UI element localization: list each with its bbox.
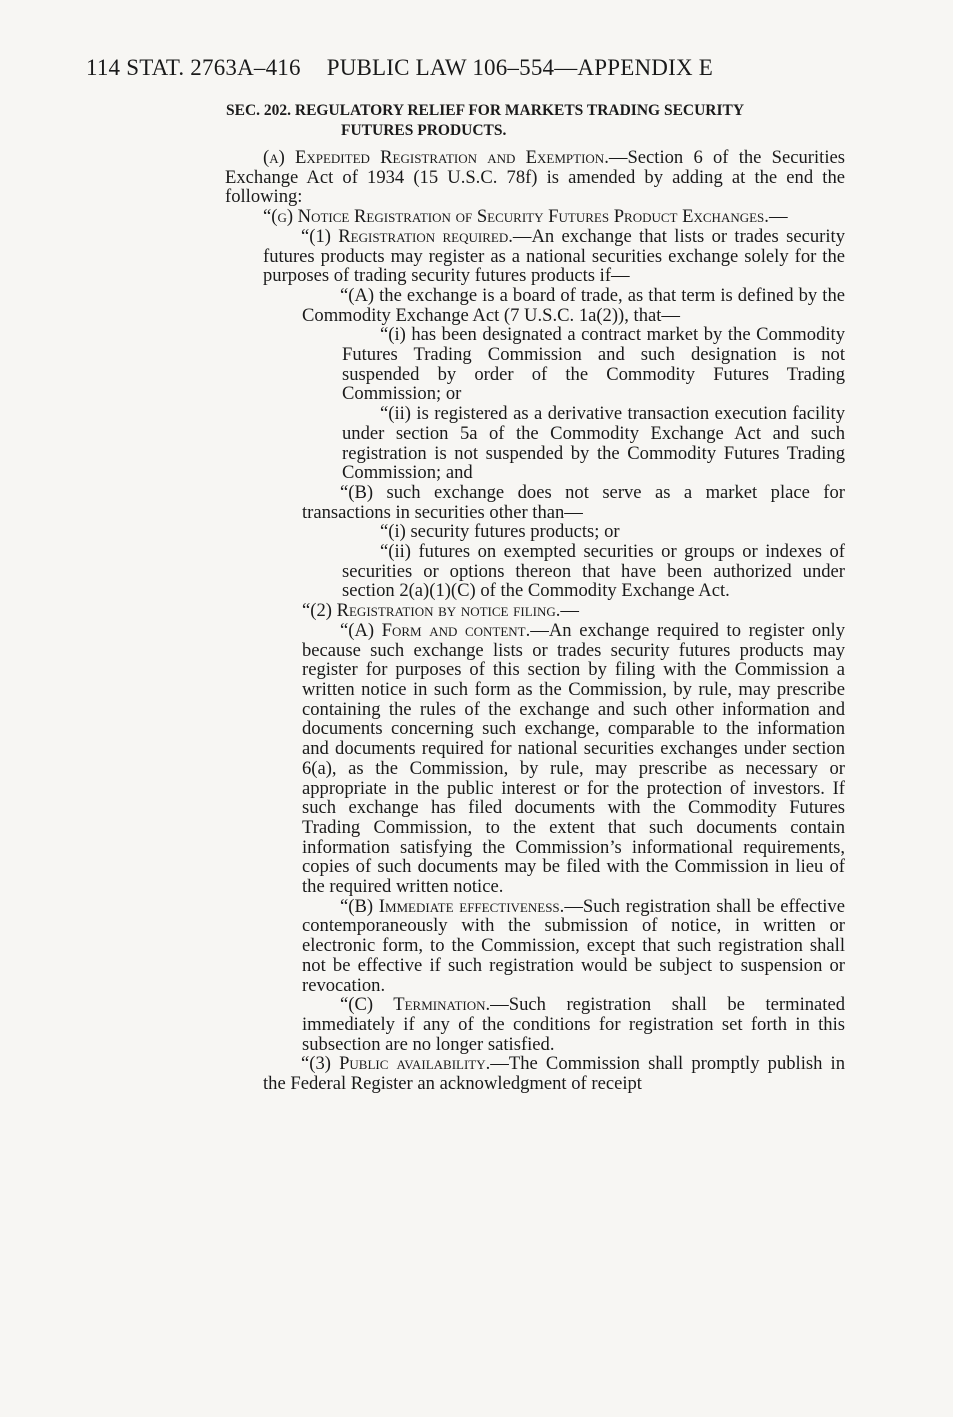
paragraph-1A [225, 286, 845, 325]
paragraph-1Aii [225, 404, 845, 483]
paragraph-2A-text: —An exchange required to register only because such exchange lists or trades security futures products may register for purposes of this section by filing with the Commission a written notice in such form as the Commission, by rule, may prescribe containing the rules of the exchange and such other information and documents concerning such exchange, comparable to the information and documents required for national securities exchanges under section 6(a), as the Commission, by rule, may prescribe as necessary or appropriate in the public interest or for the protection of investors. If such exchange has filed documents with the Commodity Futures Trading Commission, to the extent that such documents contain information satisfying the Commission’s informational requirements, copies of such documents may be filed with the Commission in lieu of the required written notice. [302, 619, 845, 898]
paragraph-2C-text: —Such registration shall be terminated immediately if any of the conditions for registration set forth in this subsection are no longer satisfied. [302, 994, 845, 1055]
paragraph-1Bi-text: “(i) security futures products; or [380, 521, 620, 543]
section-heading-line1: SEC. 202. REGULATORY RELIEF FOR MARKETS TRADING SECURITY [226, 102, 745, 119]
paragraph-2B-text: —Such registration shall be effective contemporaneously with the submission of notice, in written or electronic form, to the Commission, except that such registration shall not be effective if such registration would be subject to suspension or revocation. [302, 895, 845, 996]
paragraph-2 [225, 601, 845, 621]
stat-citation: 114 STAT. 2763A–416 [86, 55, 301, 80]
paragraph-1 [225, 227, 845, 286]
section-heading-line2: FUTURES PRODUCTS. [341, 122, 507, 139]
page-header [86, 55, 713, 81]
paragraph-a [225, 148, 845, 207]
paragraph-1B-text: “(B) such exchange does not serve as a market place for transactions in securities other than— [302, 481, 845, 523]
paragraph-1Bi [225, 522, 845, 542]
paragraph-1-heading: “(1) Registration required. [301, 225, 513, 247]
paragraph-2B-heading: “(B) Immediate effectiveness. [340, 895, 565, 917]
paragraph-1A-text: “(A) the exchange is a board of trade, as that term is defined by the Commodity Exchange Act (7 U.S.C. 1a(2)), that— [302, 284, 845, 326]
paragraph-2C [225, 995, 845, 1054]
section-heading [226, 101, 846, 141]
paragraph-a-heading: (a) Expedited Registration and Exemption. [263, 147, 609, 168]
paragraph-g-text: — [768, 206, 788, 228]
paragraph-3 [225, 1054, 845, 1093]
paragraph-2-text: — [560, 600, 579, 622]
paragraph-g-heading: “(g) Notice Registration of Security Futures Product Exchanges. [263, 206, 769, 228]
law-title: PUBLIC LAW 106–554—APPENDIX E [326, 55, 713, 80]
paragraph-2A [225, 621, 845, 897]
paragraph-2B [225, 897, 845, 996]
paragraph-g [225, 207, 845, 227]
paragraph-1-text: —An exchange that lists or trades security futures products may register as a national securities exchange solely for the purposes of trading security futures products if— [263, 225, 845, 287]
paragraph-1Ai [225, 325, 845, 404]
paragraph-3-heading: “(3) Public availability. [301, 1053, 491, 1075]
paragraph-1Ai-text: “(i) has been designated a contract market by the Commodity Futures Trading Commission and such designation is not suspended by order of the Commodity Futures Trading Commission; or [342, 324, 845, 405]
paragraph-1B [225, 483, 845, 522]
paragraph-2A-heading: “(A) Form and content. [340, 619, 531, 641]
paragraph-2-heading: “(2) Registration by notice filing. [302, 600, 561, 622]
paragraph-3-text: —The Commission shall promptly publish in the Federal Register an acknowledgment of receipt [263, 1053, 846, 1095]
paragraph-1Bii-text: “(ii) futures on exempted securities or groups or indexes of securities or options thereon that have been authorized under section 2(a)(1)(C) of the Commodity Exchange Act. [342, 541, 845, 602]
paragraph-a-text: —Section 6 of the Securities Exchange Act of 1934 (15 U.S.C. 78f) is amended by adding at the end the following: [225, 147, 845, 208]
document-body [225, 148, 845, 1094]
paragraph-2C-heading: “(C) Termination. [340, 994, 491, 1016]
paragraph-1Bii [225, 542, 845, 601]
paragraph-1Aii-text: “(ii) is registered as a derivative transaction execution facility under section 5a of the Commodity Exchange Act and such registration is not suspended by the Commodity Futures Trading Commission; and [342, 403, 845, 484]
